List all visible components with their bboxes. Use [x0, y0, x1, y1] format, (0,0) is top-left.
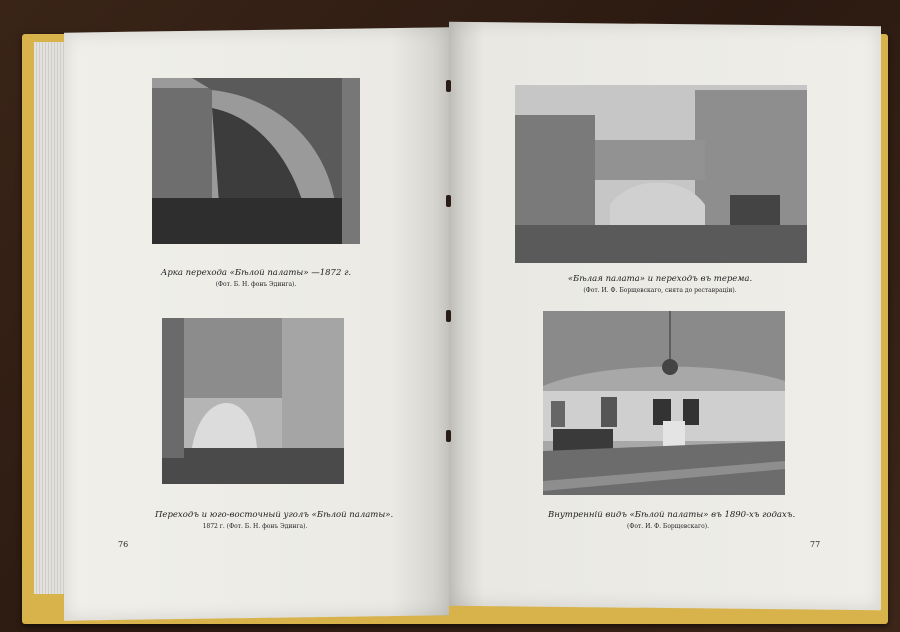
page-number-right: 77 [810, 540, 821, 549]
photo-passage-corner [162, 318, 344, 484]
photo-credit: (Фот. И. Ф. Борщевскаго). [627, 523, 709, 530]
caption-text: «Бѣлая палата» и переходъ въ терема. [567, 274, 753, 284]
binding-thread [446, 80, 451, 92]
caption-text: Арка перехода «Бѣлой палаты» —1872 г. [160, 268, 352, 278]
photo-credit: 1872 г. (Фот. Б. Н. фонъ Эдинга). [202, 523, 308, 530]
page-stack-edge [34, 42, 66, 594]
caption-right-top [540, 274, 780, 294]
photo-white-chamber [515, 85, 807, 263]
page-number-left: 76 [118, 540, 129, 549]
caption-text: Переходъ и юго-восточный уголъ «Бѣлой палаты». [155, 510, 394, 520]
binding-thread [446, 310, 451, 322]
caption-left-top [150, 268, 362, 288]
photo-credit: (Фот. И. Ф. Борщевскаго, снята до реставрацiи). [583, 287, 737, 294]
caption-right-bottom [548, 510, 796, 530]
binding-thread [446, 430, 451, 442]
caption-text: Внутреннiй видъ «Бѣлой палаты» въ 1890-хъ годахъ. [548, 510, 796, 520]
photo-interior-1890s [543, 311, 785, 495]
photo-credit: (Фот. Б. Н. фонъ Эдинга). [215, 281, 297, 288]
photo-arch-1872 [152, 78, 360, 244]
binding-thread [446, 195, 451, 207]
caption-left-bottom [155, 510, 394, 530]
